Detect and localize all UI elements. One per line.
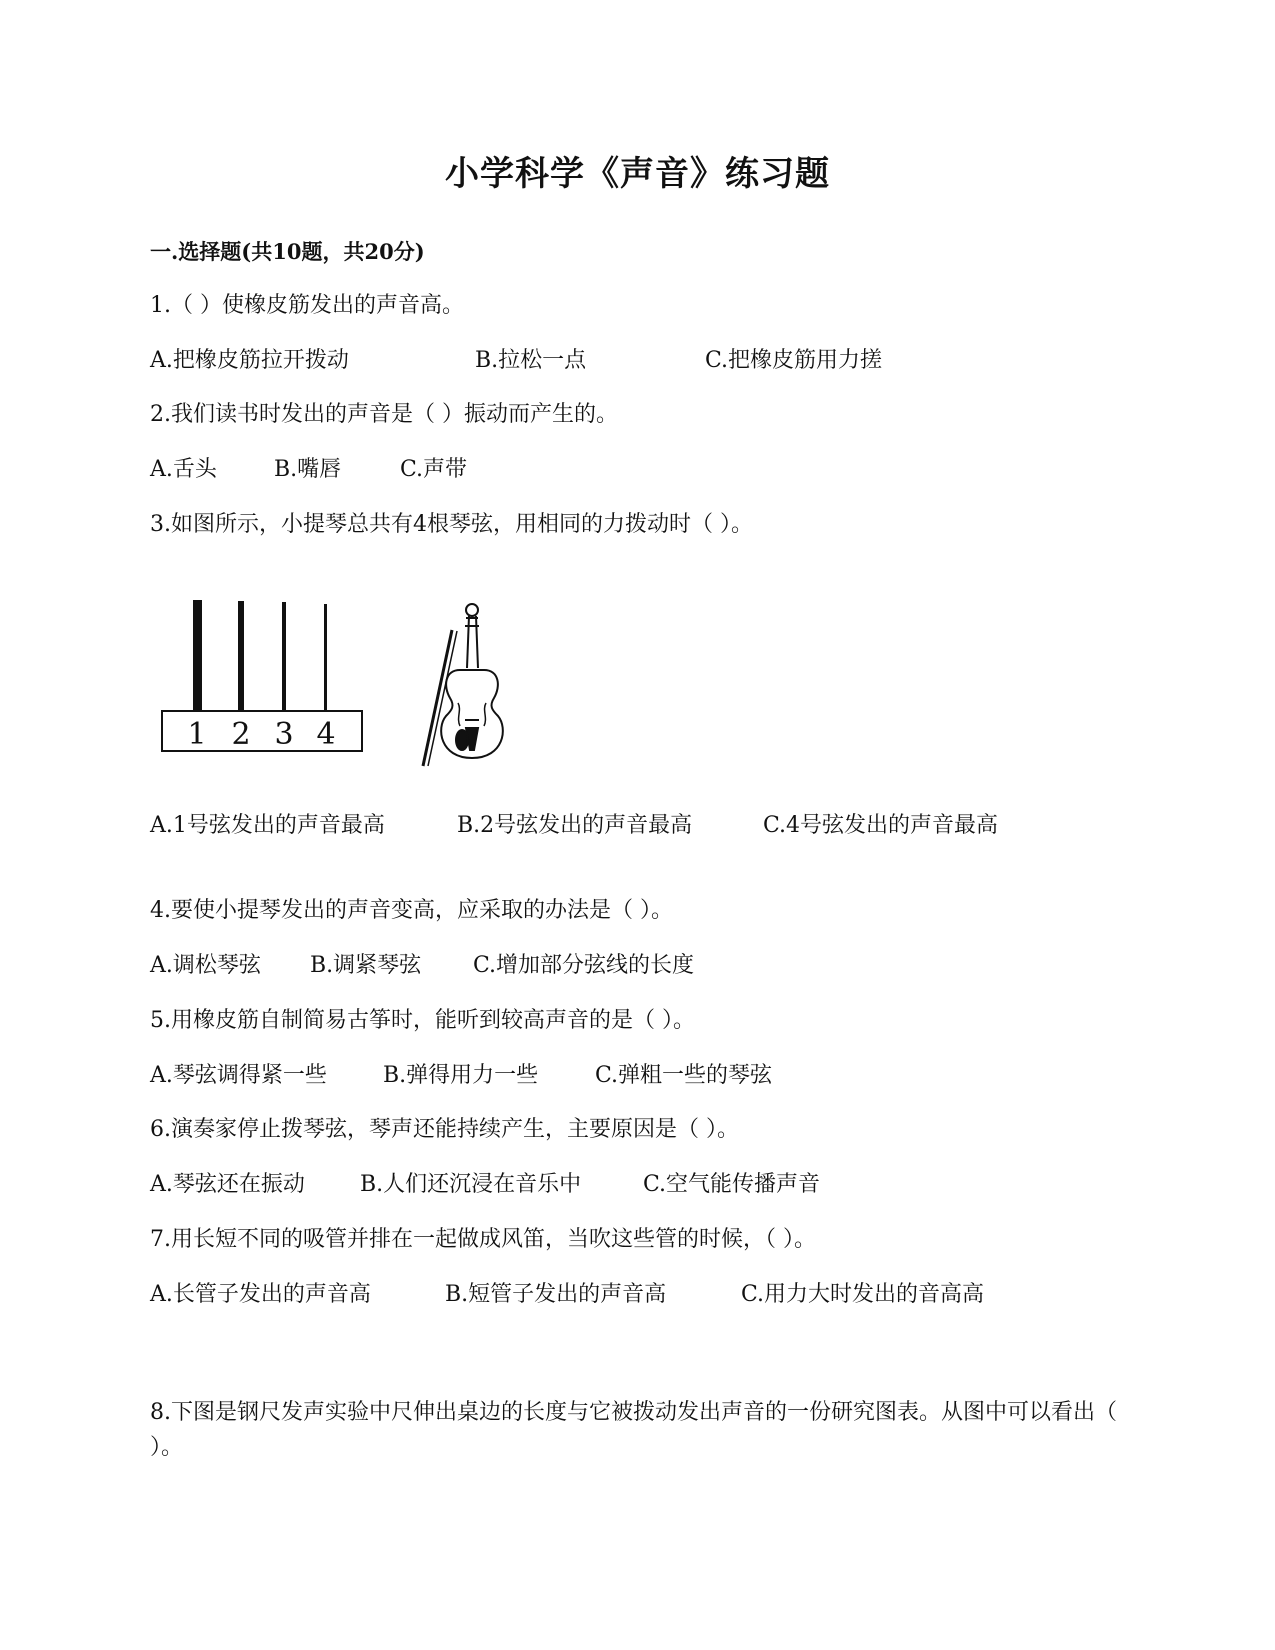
q6-option-a: A.琴弦还在振动 [150, 1172, 305, 1197]
question-7: 7.用长短不同的吸管并排在一起做成风笛，当吹这些管的时候，（ ）。 [150, 1227, 816, 1252]
q1-option-b: B.拉松一点 [475, 348, 587, 373]
figure-svg [160, 598, 530, 768]
string-number-2: 2 [231, 717, 251, 752]
q3-option-c: C.4号弦发出的声音最高 [763, 813, 999, 838]
question-6: 6.演奏家停止拨琴弦，琴声还能持续产生，主要原因是（ ）。 [150, 1117, 739, 1142]
page-title: 小学科学《声音》练习题 [445, 154, 830, 194]
string-number-3: 3 [274, 717, 294, 752]
q3-option-a: A.1号弦发出的声音最高 [150, 813, 385, 838]
q5-option-a: A.琴弦调得紧一些 [150, 1063, 327, 1088]
q7-option-b: B.短管子发出的声音高 [445, 1282, 667, 1307]
question-5: 5.用橡皮筋自制简易古筝时，能听到较高声音的是（ ）。 [150, 1008, 695, 1033]
q7-option-c: C.用力大时发出的音高高 [741, 1282, 985, 1307]
q7-option-a: A.长管子发出的声音高 [150, 1282, 371, 1307]
q2-option-a: A.舌头 [150, 457, 217, 482]
q4-option-a: A.调松琴弦 [150, 953, 261, 978]
q5-option-c: C.弹粗一些的琴弦 [595, 1063, 773, 1088]
string-2 [238, 601, 244, 712]
string-4 [324, 604, 327, 712]
strings-and-violin-figure [160, 598, 530, 772]
question-1: 1.（ ）使橡皮筋发出的声音高。 [150, 293, 464, 318]
q3-option-b: B.2号弦发出的声音最高 [457, 813, 693, 838]
q1-option-c: C.把橡皮筋用力搓 [705, 348, 883, 373]
q6-option-c: C.空气能传播声音 [643, 1172, 821, 1197]
violin-icon [423, 604, 503, 766]
q2-option-c: C.声带 [400, 457, 468, 482]
q4-option-b: B.调紧琴弦 [310, 953, 422, 978]
string-number-1: 1 [187, 717, 207, 752]
string-number-4: 4 [316, 717, 336, 752]
question-8: 8.下图是钢尺发声实验中尺伸出桌边的长度与它被拨动发出声音的一份研究图表。从图中可以看出（ ）。 [150, 1400, 1117, 1460]
q1-option-a: A.把橡皮筋拉开拨动 [150, 348, 349, 373]
q6-option-b: B.人们还沉浸在音乐中 [360, 1172, 582, 1197]
q4-option-c: C.增加部分弦线的长度 [473, 953, 695, 978]
string-1 [193, 600, 202, 712]
q2-option-b: B.嘴唇 [274, 457, 342, 482]
question-3: 3.如图所示，小提琴总共有4根琴弦，用相同的力拨动时（ ）。 [150, 512, 753, 537]
question-2: 2.我们读书时发出的声音是（ ）振动而产生的。 [150, 402, 618, 427]
q5-option-b: B.弹得用力一些 [383, 1063, 539, 1088]
string-3 [282, 602, 286, 712]
question-4: 4.要使小提琴发出的声音变高，应采取的办法是（ ）。 [150, 898, 673, 923]
section-heading: 一.选择题(共10题，共20分) [150, 239, 425, 264]
